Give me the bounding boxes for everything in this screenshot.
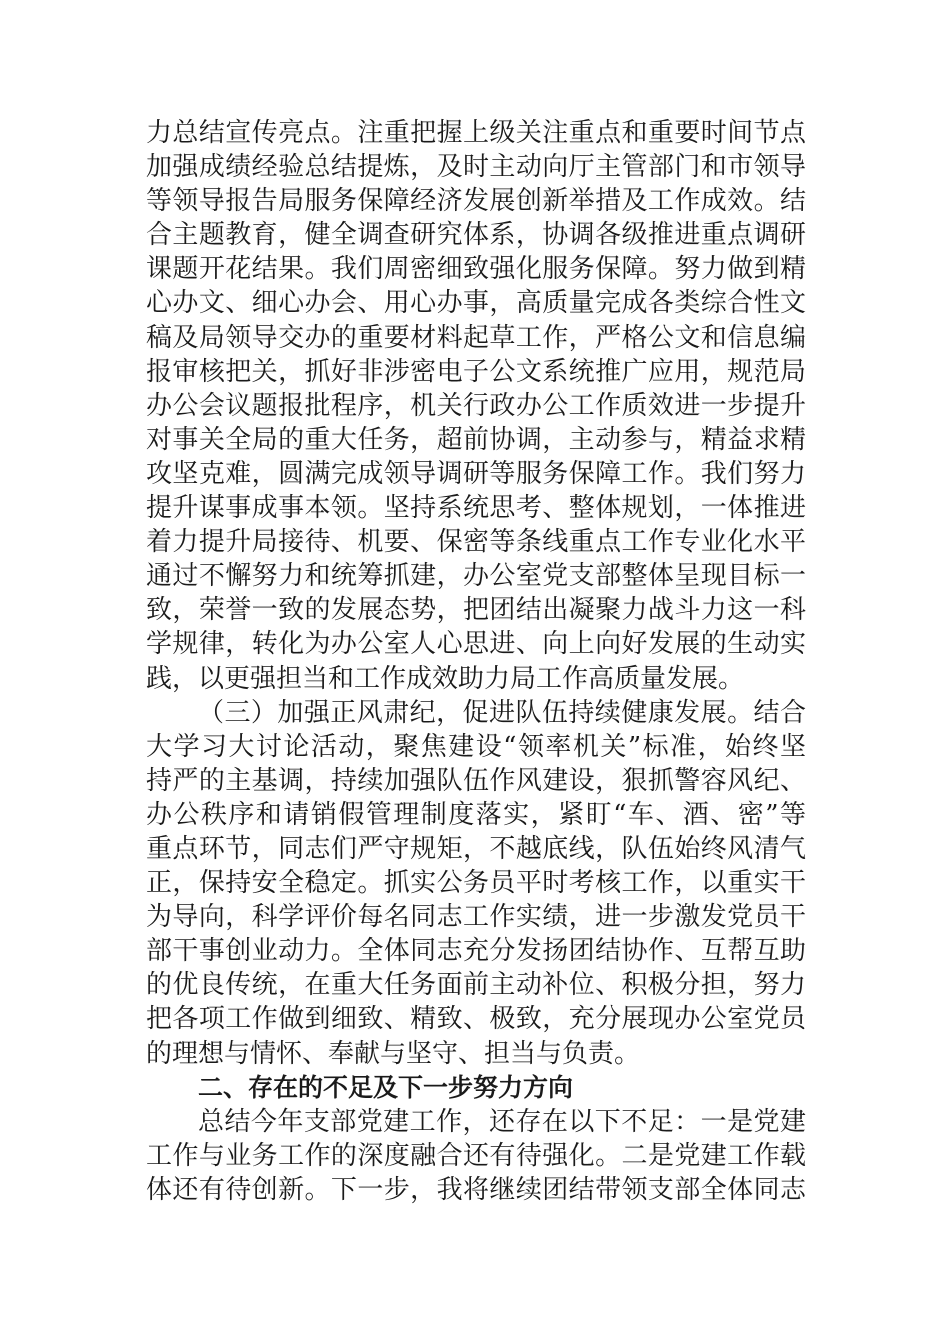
- paragraph-line: 体还有待创新。下一步，我将继续团结带领支部全体同志: [146, 1174, 806, 1205]
- paragraph-line: 等领导报告局服务保障经济发展创新举措及工作成效。结: [146, 186, 806, 217]
- paragraph-line: 心办文、细心办会、用心办事，高质量完成各类综合性文: [146, 288, 806, 319]
- paragraph-line: 把各项工作做到细致、精致、极致，充分展现办公室党员: [146, 1004, 806, 1035]
- paragraph-line: 对事关全局的重大任务，超前协调，主动参与，精益求精: [146, 424, 806, 455]
- paragraph-line: 课题开花结果。我们周密细致强化服务保障。努力做到精: [146, 254, 806, 285]
- paragraph-line: 致，荣誉一致的发展态势，把团结出凝聚力战斗力这一科: [146, 595, 806, 626]
- paragraph-line: 攻坚克难，圆满完成领导调研等服务保障工作。我们努力: [146, 458, 806, 489]
- paragraph-line: 报审核把关，抓好非涉密电子公文系统推广应用，规范局: [146, 356, 806, 387]
- document-body: [146, 116, 806, 1207]
- paragraph-first-line: （三）加强正风肃纪，促进队伍持续健康发展。结合: [198, 697, 806, 728]
- paragraph-line: 着力提升局接待、机要、保密等条线重点工作专业化水平: [146, 527, 806, 558]
- paragraph-line: 部干事创业动力。全体同志充分发扬团结协作、互帮互助: [146, 936, 806, 967]
- paragraph-line: 工作与业务工作的深度融合还有待强化。二是党建工作载: [146, 1140, 806, 1171]
- paragraph-line: 通过不懈努力和统筹抓建，办公室党支部整体呈现目标一: [146, 561, 806, 592]
- paragraph-line: 力总结宣传亮点。注重把握上级关注重点和重要时间节点: [146, 118, 806, 148]
- paragraph-line: 合主题教育，健全调查研究体系，协调各级推进重点调研: [146, 220, 806, 251]
- paragraph-line: 的理想与情怀、奉献与坚守、担当与负责。: [146, 1038, 641, 1069]
- paragraph-first-line: 总结今年支部党建工作，还存在以下不足：一是党建: [198, 1106, 806, 1137]
- paragraph-line: 办公会议题报批程序，机关行政办公工作质效进一步提升: [146, 390, 806, 421]
- paragraph-line: 的优良传统，在重大任务面前主动补位、积极分担，努力: [146, 970, 806, 1001]
- paragraph-line: 为导向，科学评价每名同志工作实绩，进一步激发党员干: [146, 902, 806, 933]
- section-heading: 二、存在的不足及下一步努力方向: [198, 1072, 574, 1102]
- paragraph-line: 大学习大讨论活动，聚焦建设“领率机关”标准，始终坚: [146, 731, 806, 762]
- paragraph-line: 加强成绩经验总结提炼，及时主动向厅主管部门和市领导: [146, 152, 806, 183]
- paragraph-line: 持严的主基调，持续加强队伍作风建设，狠抓警容风纪、: [146, 765, 806, 796]
- paragraph-line: 学规律，转化为办公室人心思进、向上向好发展的生动实: [146, 629, 806, 660]
- paragraph-line: 正，保持安全稳定。抓实公务员平时考核工作，以重实干: [146, 868, 806, 899]
- paragraph-line: 践，以更强担当和工作成效助力局工作高质量发展。: [146, 663, 745, 694]
- paragraph-line: 办公秩序和请销假管理制度落实，紧盯“车、酒、密”等: [146, 799, 806, 830]
- paragraph-line: 重点环节，同志们严守规矩，不越底线，队伍始终风清气: [146, 833, 806, 864]
- paragraph-line: 稿及局领导交办的重要材料起草工作，严格公文和信息编: [146, 322, 806, 353]
- paragraph-line: 提升谋事成事本领。坚持系统思考、整体规划，一体推进: [146, 493, 806, 524]
